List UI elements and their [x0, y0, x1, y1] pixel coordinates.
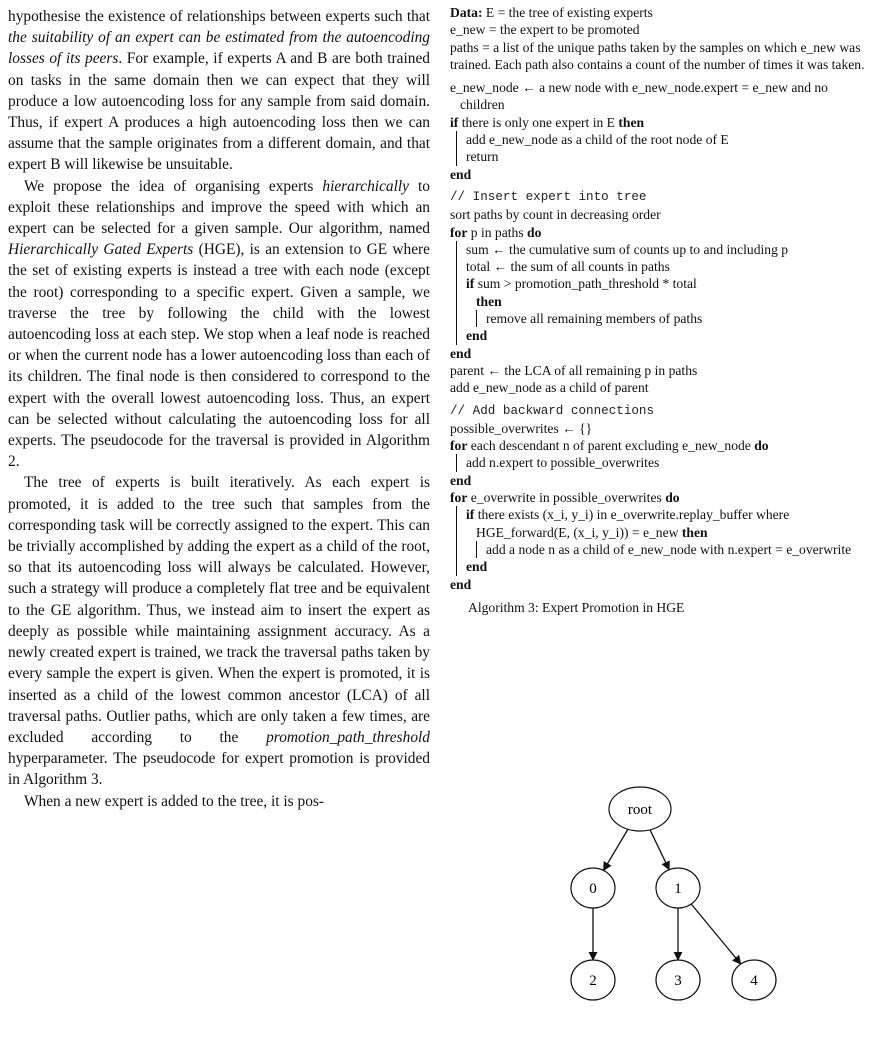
text-run: hypothesise the existence of relationships between experts such that	[8, 8, 430, 25]
keyword: do	[754, 438, 769, 454]
keyword: do	[665, 490, 680, 506]
tree-node-label-n3: 3	[674, 973, 682, 989]
expert-tree-diagram	[528, 775, 788, 1037]
keyword: end	[466, 559, 488, 575]
algorithm-3	[450, 4, 875, 616]
algo-line: possible_overwrites ← {}	[450, 420, 593, 436]
keyword: end	[450, 576, 472, 592]
algo-line: add e_new_node as a child of the root node of E	[466, 132, 729, 148]
text-run: We propose the idea of organising experts	[24, 177, 323, 195]
paragraph-3	[8, 472, 430, 790]
paragraph-2	[8, 176, 430, 473]
algo-block	[476, 541, 875, 558]
keyword: end	[466, 328, 488, 344]
algo-line: add n.expert to possible_overwrites	[466, 455, 660, 471]
keyword: end	[450, 472, 472, 488]
keyword: Data:	[450, 5, 483, 20]
algo-text: e_overwrite in possible_overwrites	[467, 490, 666, 506]
paragraph-4: When a new expert is added to the tree, it is pos-	[24, 792, 325, 810]
tree-edge-n1-n4	[691, 904, 741, 964]
keyword: for	[450, 438, 468, 454]
tree-edge-root-n0	[603, 829, 627, 870]
keyword: for	[450, 224, 468, 240]
algo-line	[466, 506, 875, 541]
tree-nodes	[571, 787, 776, 1000]
tree-node-label-n0: 0	[589, 881, 597, 897]
algorithm-caption: Algorithm 3: Expert Promotion in HGE	[468, 599, 685, 615]
algo-line: sort paths by count in decreasing order	[450, 207, 661, 223]
keyword: end	[450, 166, 472, 182]
algo-block	[456, 454, 875, 471]
algo-line: add e_new_node as a child of parent	[450, 380, 649, 396]
algo-text: p in paths	[467, 224, 528, 240]
algo-line: sum ← the cumulative sum of counts up to and including p	[466, 241, 789, 257]
tree-node-label-n2: 2	[589, 973, 597, 989]
text-run: . For example, if experts A and B are both trained on tasks in the same domain then we can expect that they will produce a low autoencoding loss for any sample from said domain. Thus, if expert A produces a high autoencoding loss then we can assume that the sample originates from a different domain, and that expert B will likewise be unsuitable.	[8, 50, 430, 174]
text-run: (HGE), is an extension to GE where the set of existing experts is instead a tree with each node (except the root) corresponding to a specific expert. Given a sample, we traverse the tree by following the child with the lowest autoencoding loss at each step. We stop when a leaf node is reached or when the current node has a lower autoencoding loss than each of its children. The final node is then considered to correspond to the expert with the overall lowest autoencoding loss. Thus, an expert can be selected without calculating the autoencoding loss for all experts. The pseudocode for the traversal is provided in Algorithm 2.	[8, 241, 431, 471]
algo-line: remove all remaining members of paths	[486, 311, 703, 327]
text-run: to exploit these relationships and improve the speed with which an expert can be selected for a given sample. Our algorithm, named	[8, 177, 430, 238]
tree-node-label-n1: 1	[674, 881, 682, 897]
keyword: if	[466, 507, 475, 523]
text-run: The tree of experts is built iteratively. As each expert is promoted, it is added to the tree such that samples from the corresponding task will be correctly assigned to the expert. This can be trivially accomplished by adding the expert as a child of the root, so that its autoencoding loss will always be calculated. However, such a strategy will produce a completely flat tree and be equivalent to the GE algorithm. Thus, we instead aim to insert the expert as deeply as possible while maintaining assignment accuracy. As a newly created expert is trained, we track the traversal paths taken by every sample the expert is given. When the expert is promoted, it is inserted as a child of the lowest common ancestor (LCA) of all traversal paths. Outlier paths, which are only taken a few times, are excluded according to the	[8, 474, 430, 746]
algo-line: e_new_node ← a new node with e_new_node.expert = e_new and no children	[450, 80, 828, 113]
text-run: hyperparameter. The pseudocode for expert promotion is provided in Algorithm 3.	[8, 750, 430, 789]
algo-text: each descendant n of parent excluding e_new_node	[467, 438, 755, 454]
algo-text: E = the tree of existing experts	[482, 5, 653, 20]
algo-block	[456, 241, 875, 345]
keyword: then	[681, 524, 708, 540]
algo-text: sum > promotion_path_threshold * total	[474, 276, 697, 292]
algo-line: add a node n as a child of e_new_node with n.expert = e_overwrite	[486, 541, 852, 557]
algo-comment: // Add backward connections	[450, 403, 655, 418]
algo-text: there is only one expert in E	[458, 114, 619, 130]
keyword: then	[618, 114, 645, 130]
algo-data-line: paths = a list of the unique paths taken by the samples on which e_new was trained. Each path also contains a count of the number of times it was taken.	[450, 39, 865, 72]
algo-block	[476, 310, 875, 327]
tree-svg	[528, 775, 788, 1037]
algo-text: there exists (x_i, y_i) in e_overwrite.replay_buffer where HGE_forward(E, (x_i, y_i)) = e_new	[474, 507, 790, 540]
algo-data-line	[450, 4, 875, 21]
algo-line	[450, 114, 875, 131]
left-column	[8, 6, 430, 812]
algo-line	[450, 437, 875, 454]
tree-edge-root-n1	[650, 830, 669, 870]
keyword: end	[450, 345, 472, 361]
keyword: do	[527, 224, 542, 240]
italic-run: promotion_path_threshold	[266, 728, 430, 746]
keyword: for	[450, 490, 468, 506]
italic-run: hierarchically	[322, 177, 409, 195]
algo-line	[450, 224, 875, 241]
algo-comment: // Insert expert into tree	[450, 189, 647, 204]
tree-node-label-root: root	[627, 802, 653, 818]
italic-run: the suitability of an expert can be estimated from the autoencoding losses of its peers	[8, 29, 430, 68]
algo-block	[456, 506, 875, 575]
keyword: if	[466, 276, 475, 292]
italic-run: Hierarchically Gated Experts	[8, 241, 194, 259]
paragraph-1	[8, 6, 430, 176]
algo-line	[466, 275, 875, 310]
algo-data-line: e_new = the expert to be promoted	[450, 22, 640, 38]
algo-line: parent ← the LCA of all remaining p in paths	[450, 362, 698, 378]
algo-line	[450, 489, 875, 506]
keyword: if	[450, 114, 459, 130]
keyword: then	[476, 293, 502, 309]
algo-line: return	[466, 149, 499, 165]
tree-node-label-n4: 4	[750, 973, 758, 989]
algo-block	[456, 131, 875, 166]
algo-line: total ← the sum of all counts in paths	[466, 259, 670, 275]
